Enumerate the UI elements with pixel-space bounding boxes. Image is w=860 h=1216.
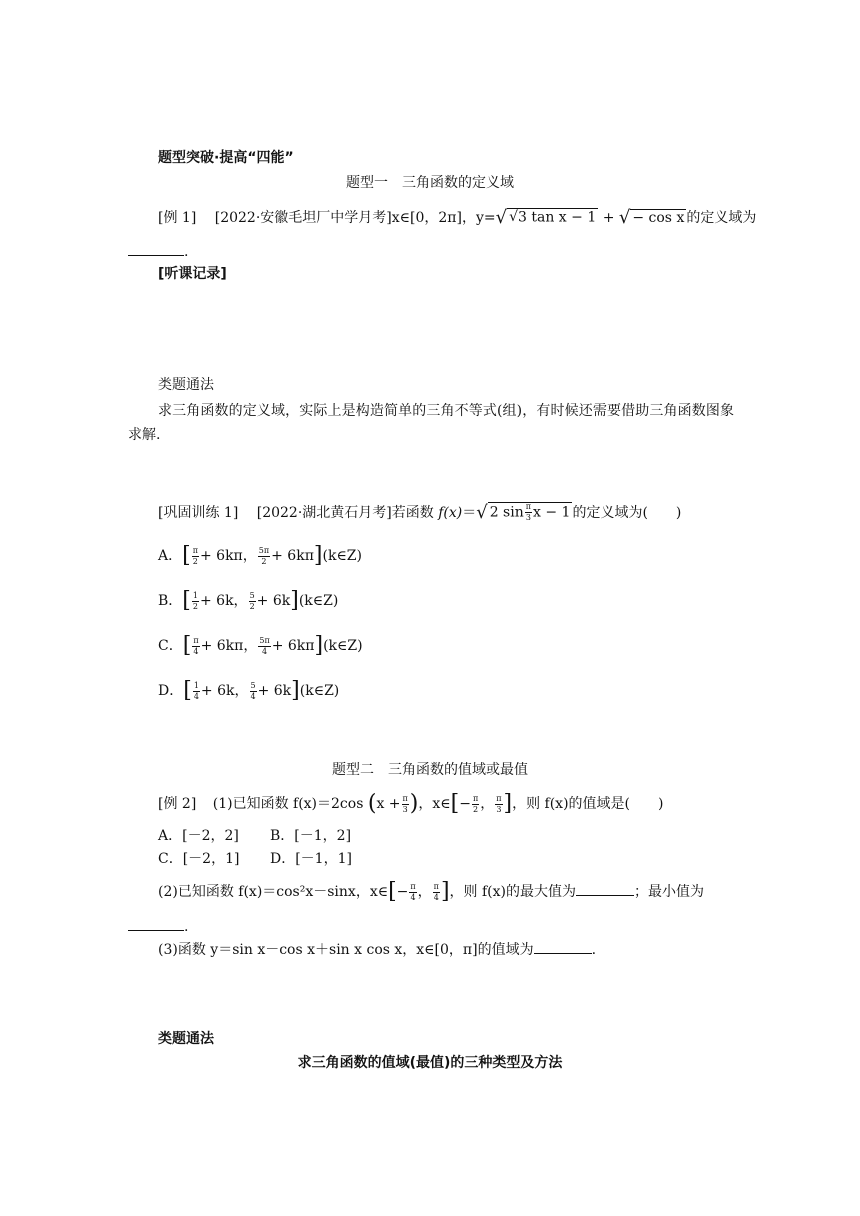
practice1-option-a[interactable]: A．[ $\frac{\pi}{2}$ + 6kπ， $\frac{5\pi}{2}$ + 6kπ](k∈Z) bbox=[158, 543, 362, 568]
example1-source: [2022·安徽毛坦厂中学月考] bbox=[214, 209, 392, 226]
method2-title: 类题通法 bbox=[158, 1031, 214, 1047]
example2-part3: (3)函数 y＝sin x－cos x＋sin x cos x，x∈[0，π]的值域为 . bbox=[158, 942, 597, 958]
practice1-option-b[interactable]: B．[ $\frac{1}{2}$ + 6k， $\frac{5}{2}$ + 6k](k∈Z) bbox=[158, 588, 339, 613]
practice1-text-b: 的定义域为( ) bbox=[572, 504, 682, 521]
example1-line: [例 1] [2022·安徽毛坦厂中学月考]x∈[0，2π]，y=√ √3 tan x − 1 + √ − cos x 的定义域为 bbox=[158, 207, 757, 228]
answer-blank bbox=[576, 883, 634, 896]
answer-blank bbox=[128, 918, 184, 931]
radical-icon: √ bbox=[476, 502, 488, 523]
example1-text-a: x∈[0，2π]，y= bbox=[391, 209, 496, 226]
example1-answer-line bbox=[128, 243, 188, 261]
example2-choice-d[interactable]: D．[－1，1] bbox=[270, 851, 352, 867]
practice1-tag: [巩固训练 1] bbox=[158, 504, 239, 521]
example2-choice-a[interactable]: A．[－2，2] bbox=[158, 828, 239, 844]
practice1-source: [2022·湖北黄石月考] bbox=[256, 504, 392, 521]
example2-part1: [例 2] (1)已知函数 f(x)＝2cos (x + $\frac{\pi}{3}$ )，x∈[− $\frac{\pi}{2}$ ， $\frac{\pi}{3}$ ]，则 f(x)的值域是( ) bbox=[158, 791, 664, 816]
topic1-heading: 题型一 三角函数的定义域 bbox=[346, 175, 514, 191]
example1-sqrt-b: − cos x bbox=[632, 209, 685, 226]
practice1-text-a: 若函数 bbox=[391, 504, 439, 521]
practice1-sqrt: 2 sin $\frac{\pi}{3}$ x − 1 bbox=[489, 502, 571, 523]
answer-blank bbox=[128, 243, 184, 256]
example2-tag: [例 2] bbox=[158, 796, 197, 812]
example1-text-b: 的定义域为 bbox=[686, 209, 757, 226]
practice1-line bbox=[158, 502, 681, 524]
practice1-eq: ＝ bbox=[462, 504, 477, 521]
radical-icon: √ bbox=[495, 207, 508, 228]
answer-blank bbox=[534, 941, 592, 954]
example2-part2-cont: . bbox=[128, 918, 188, 936]
example1-end: . bbox=[184, 244, 189, 260]
method1-title: 类题通法 bbox=[158, 377, 214, 393]
lecture-notes-label: [听课记录] bbox=[158, 266, 227, 282]
practice1-option-c[interactable]: C．[ $\frac{\pi}{4}$ + 6kπ， $\frac{5\pi}{4}$ + 6kπ](k∈Z) bbox=[158, 633, 363, 658]
example2-choice-b[interactable]: B．[－1，2] bbox=[270, 828, 352, 844]
practice1-fx: f(x) bbox=[438, 504, 463, 521]
method2-heading: 求三角函数的值域(最值)的三种类型及方法 bbox=[297, 1055, 563, 1071]
method1-text: 求三角函数的定义域，实际上是构造简单的三角不等式(组)，有时候还需要借助三角函数图象求解. bbox=[128, 403, 734, 443]
section-title: 题型突破·提高“四能” bbox=[158, 150, 294, 166]
example2-choice-c[interactable]: C．[－2，1] bbox=[158, 851, 240, 867]
radical-icon: √ bbox=[618, 207, 631, 228]
example1-tag: [例 1] bbox=[158, 209, 197, 226]
example2-part2: (2)已知函数 f(x)＝cos²x－sinx，x∈[− $\frac{\pi}{4}$ ， $\frac{\pi}{4}$ ]，则 f(x)的最大值为 ；最小值为 bbox=[158, 879, 704, 904]
example1-sqrt-a: √3 tan x − 1 bbox=[509, 209, 597, 226]
topic2-heading: 题型二 三角函数的值域或最值 bbox=[332, 762, 528, 778]
practice1-option-d[interactable]: D．[ $\frac{1}{4}$ + 6k， $\frac{5}{4}$ + 6k](k∈Z) bbox=[158, 678, 340, 703]
